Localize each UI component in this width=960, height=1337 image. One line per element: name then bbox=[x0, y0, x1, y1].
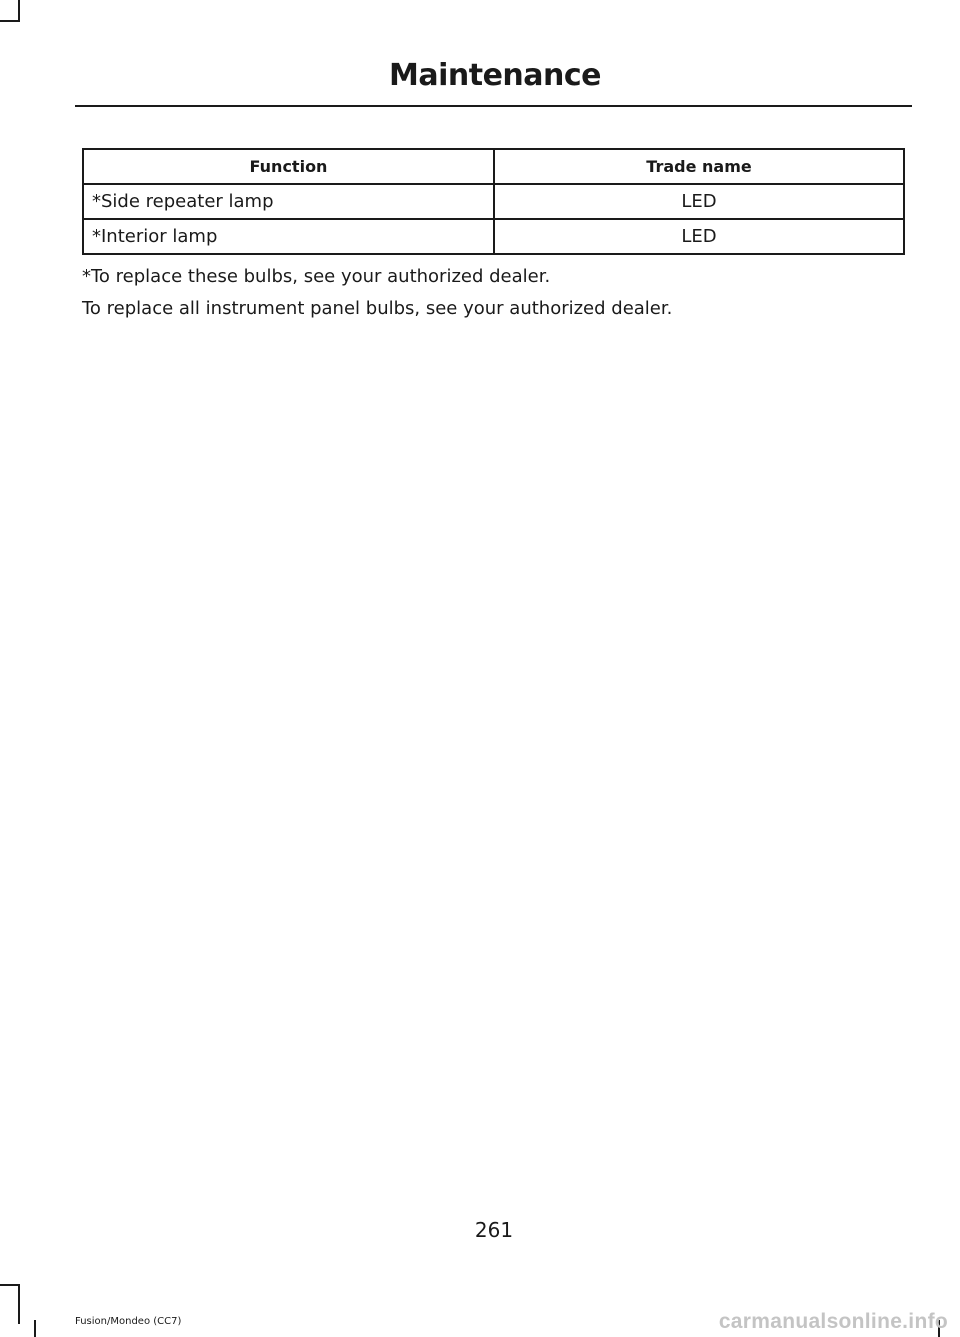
function-cell: *Side repeater lamp bbox=[83, 184, 494, 219]
trade-name-cell: LED bbox=[494, 184, 904, 219]
bulb-table bbox=[82, 148, 905, 255]
column-header-function: Function bbox=[83, 149, 494, 184]
function-cell: *Interior lamp bbox=[83, 219, 494, 254]
footnote-text: *To replace these bulbs, see your authorized dealer. bbox=[82, 266, 551, 287]
title-divider bbox=[75, 105, 912, 107]
instrument-panel-note: To replace all instrument panel bulbs, see your authorized dealer. bbox=[82, 298, 673, 319]
table-header-row bbox=[83, 149, 904, 184]
crop-mark-top-left-h bbox=[0, 20, 20, 22]
model-identifier: Fusion/Mondeo (CC7) bbox=[75, 1316, 182, 1327]
crop-mark-bottom-left-stub bbox=[34, 1320, 36, 1337]
page-title: Maintenance bbox=[388, 58, 601, 93]
trade-name-cell: LED bbox=[494, 219, 904, 254]
crop-mark-top-left-v bbox=[18, 0, 20, 20]
table-row bbox=[83, 219, 904, 254]
crop-mark-bottom-left-v bbox=[18, 1284, 20, 1324]
page-number: 261 bbox=[474, 1218, 514, 1242]
crop-mark-bottom-left-h bbox=[0, 1284, 20, 1286]
watermark: carmanualsonline.info bbox=[718, 1310, 948, 1333]
table-row bbox=[83, 184, 904, 219]
column-header-trade-name: Trade name bbox=[494, 149, 904, 184]
